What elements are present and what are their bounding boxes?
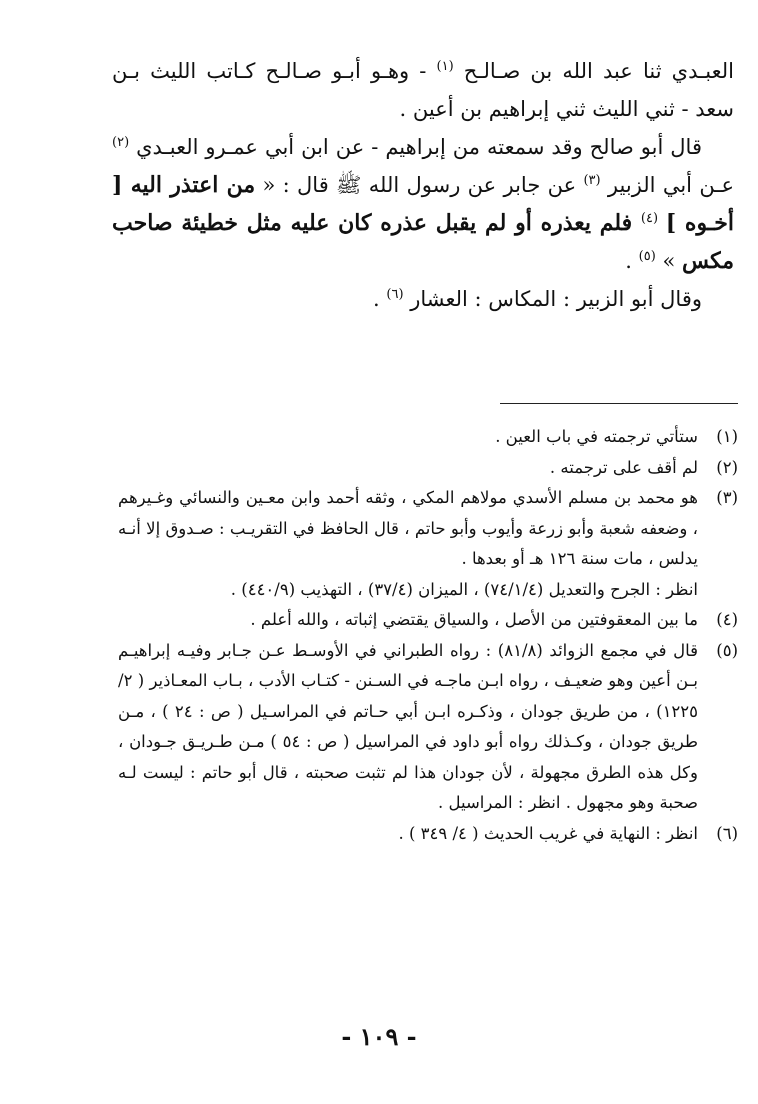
footnote-number: (٥) (716, 640, 738, 660)
hadith-close-quote: » (662, 249, 683, 273)
footnote-2 (118, 453, 738, 484)
paragraph-hadith (112, 128, 734, 280)
footnote-divider (500, 403, 738, 404)
hadith-text-b: فلم يعذره أو لم يقبل عذره كان عليه مثل خطيئة صاحب مكس (112, 210, 734, 274)
isnad-text-b: - وهـو أبـو صـالـح كـاتب الليث بـن سعد - ثني الليث ثني إبراهيم بن أعين . (112, 59, 734, 121)
para2-text-b: عـن أبي الزبير (607, 173, 734, 197)
footnote-ref-5[interactable]: (٥) (638, 249, 656, 264)
para3-text: وقال أبو الزبير : المكاس : العشار (410, 287, 702, 311)
footnote-number: (٦) (716, 823, 738, 843)
para2-period: . (625, 249, 639, 273)
para3-period: . (373, 287, 387, 311)
paragraph-definition (112, 280, 734, 318)
footnote-ref-6[interactable]: (٦) (386, 287, 404, 302)
footnote-text: ستأتي ترجمته في باب العين . (495, 427, 698, 446)
footnote-number: (٢) (716, 457, 738, 477)
footnote-text: لم أقف على ترجمته . (549, 457, 698, 477)
footnote-text-references: انظر : الجرح والتعديل (٧٤/١/٤) ، الميزان (٣٧/٤) ، التهذيب (٤٤٠/٩) . (230, 579, 698, 599)
footnote-text: قال في مجمع الزوائد (٨١/٨) : رواه الطبراني في الأوسـط عـن جـابر وفيـه إبراهيـم بـن أعين وهو ضعيـف ، رواه ابـن ماجـه في السـنن - كتـاب الأدب ، بـاب المعـاذير ( ٢/ ١٢٢٥) ، من طريق جودان ، وذكـره ابـن أبي حـاتم في المراسـيل ( ص : ٢٤ ) ، مـن طريق جودان ، وكـذلك رواه أبو داود في المراسيل ( ص : ٥٤ ) مـن طـريـق جـودان ، وكل هذه الطرق مجهولة ، لأن جودان هذا لم تثبت صحبته ، قال أبو حاتم : ليست لـه صحبة وهو مجهول . انظر : المراسيل . (118, 640, 699, 812)
isnad-text-a: العبـدي ثنا عبد الله بن صـالـح (463, 59, 734, 83)
footnote-ref-4[interactable]: (٤) (640, 211, 659, 226)
footnote-text: ما بين المعقوفتين من الأصل ، والسياق يقتضي إثباته ، والله أعلم . (250, 610, 698, 629)
footnote-ref-1[interactable]: (١) (436, 59, 454, 74)
footnote-number: (٣) (716, 488, 738, 507)
hadith-text-a: من اعتذر اليه [ أخـوه ] (112, 172, 734, 236)
footnote-number: (١) (716, 427, 738, 446)
footnote-text: انظر : النهاية في غريب الحديث ( ٤/ ٣٤٩ ) . (398, 823, 698, 843)
footnote-3 (118, 483, 738, 605)
paragraph-isnad (112, 52, 734, 128)
footnote-5 (118, 636, 738, 819)
footnote-ref-3[interactable]: (٣) (583, 173, 601, 188)
footnote-ref-2[interactable]: (٢) (112, 135, 130, 150)
footnote-6 (118, 819, 738, 850)
footnote-4 (118, 605, 738, 636)
footnote-number: (٤) (716, 610, 738, 629)
para2-text-a: قال أبو صالح وقد سمعته من إبراهيم - عن ابن أبي عمـرو العبـدي (136, 135, 702, 159)
main-text-block (112, 52, 734, 318)
page-number: - ١٠٩ - (341, 1022, 417, 1051)
footnotes-section (118, 422, 738, 849)
footnote-text: هو محمد بن مسلم الأسدي مولاهم المكي ، وثقه أحمد وابن معـين والنسائي وغـيرهم ، وضعفه شعبة وأبو زرعة وأيوب وأبو حاتم ، قال الحافظ في التقريـب : صـدوق إلا أنـه يدلس ، مات سنة ١٢٦ هـ أو بعدها . (118, 488, 698, 568)
para2-text-c: عن جابر عن رسول الله ﷺ قال : « (255, 173, 584, 197)
footnote-1 (118, 422, 738, 453)
